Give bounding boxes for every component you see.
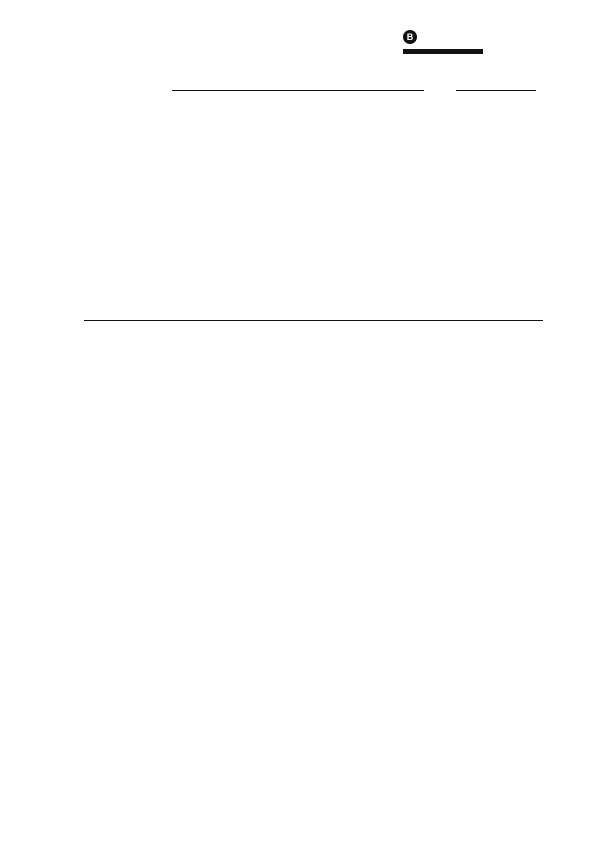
logo-mark-icon: B xyxy=(403,30,417,44)
section-divider xyxy=(84,320,543,321)
logo-bar xyxy=(403,49,483,54)
name-field[interactable] xyxy=(172,90,424,91)
university-logo xyxy=(403,28,573,68)
dni-field[interactable] xyxy=(456,90,536,91)
